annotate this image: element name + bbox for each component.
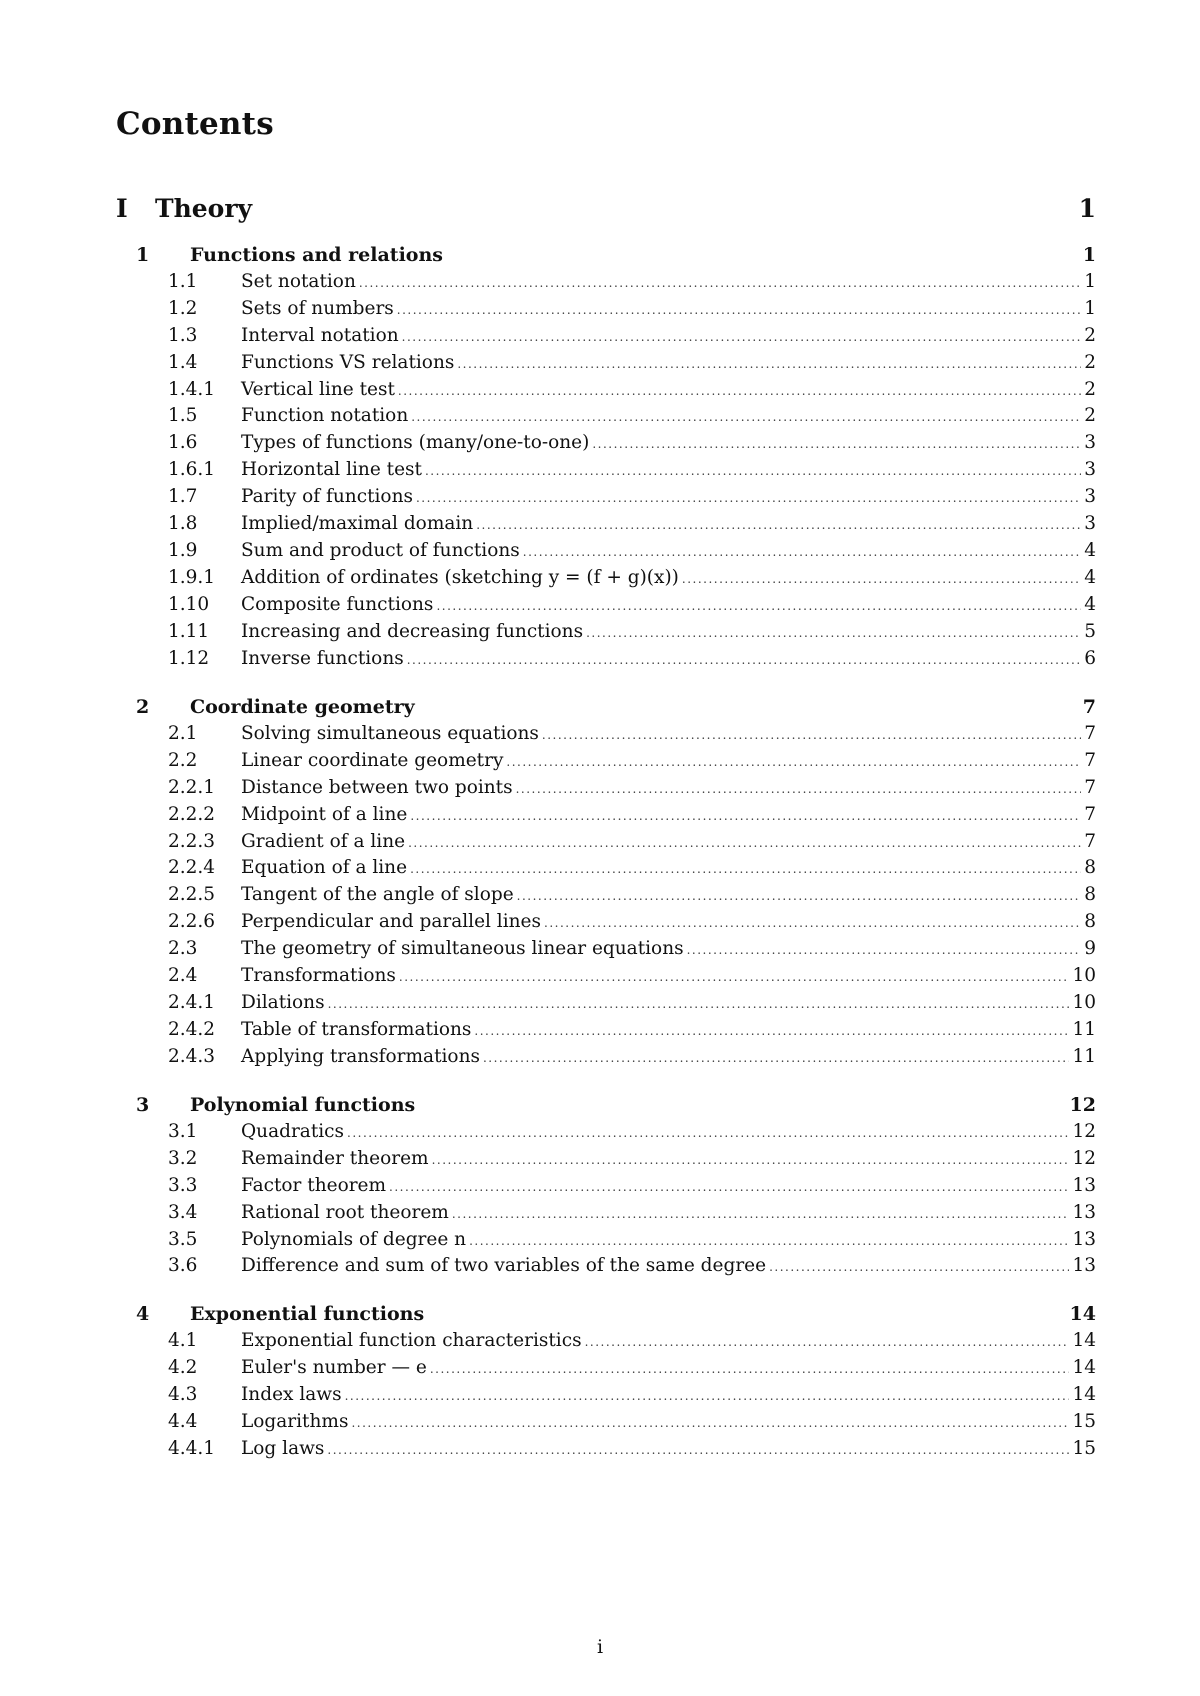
dot-leader <box>452 1201 1070 1227</box>
section-title: Interval notation <box>241 324 399 346</box>
toc-chapter-entry[interactable] <box>136 694 1096 720</box>
toc-chapter-entry[interactable] <box>136 1301 1096 1327</box>
toc-section-entry[interactable] <box>168 802 1096 828</box>
section-page: 4 <box>1084 566 1096 588</box>
toc-section-entry[interactable] <box>168 538 1096 564</box>
section-number: 1.4 <box>168 351 198 373</box>
dot-leader <box>408 830 1081 856</box>
dot-leader <box>432 1147 1070 1173</box>
chapter-number: 4 <box>136 1303 150 1325</box>
section-number: 4.1 <box>168 1329 198 1351</box>
section-title: Dilations <box>241 991 325 1013</box>
section-title: Euler's number — e <box>241 1356 427 1378</box>
section-title: Difference and sum of two variables of the same degree <box>241 1255 767 1277</box>
toc-section-entry[interactable] <box>168 1409 1096 1435</box>
toc-section-entry[interactable] <box>168 1119 1096 1145</box>
section-page: 13 <box>1072 1255 1096 1277</box>
section-page: 3 <box>1084 459 1096 481</box>
part-title: Theory <box>155 194 253 223</box>
dot-leader <box>327 1437 1069 1463</box>
part-page: 1 <box>1078 194 1096 223</box>
section-page: 3 <box>1084 486 1096 508</box>
section-number: 1.9 <box>168 539 198 561</box>
dot-leader <box>398 378 1081 404</box>
toc-section-entry[interactable] <box>168 1173 1096 1199</box>
part-number: I <box>116 194 128 223</box>
dot-leader <box>410 803 1081 829</box>
chapter-page: 14 <box>1069 1303 1096 1325</box>
section-title: Tangent of the angle of slope <box>241 884 514 906</box>
section-page: 10 <box>1072 965 1096 986</box>
toc-section-entry[interactable] <box>168 721 1096 747</box>
section-title: Solving simultaneous equations <box>241 722 539 744</box>
toc-section-entry[interactable] <box>168 1253 1096 1279</box>
section-number: 2.2 <box>168 749 198 771</box>
toc-section-entry[interactable] <box>168 990 1096 1016</box>
toc-section-entry[interactable] <box>168 963 1096 989</box>
section-page: 4 <box>1084 539 1096 561</box>
section-page: 2 <box>1084 405 1096 427</box>
chapter-page: 7 <box>1082 696 1096 718</box>
section-title: Sets of numbers <box>241 297 394 319</box>
dot-leader <box>359 270 1081 296</box>
toc-section-entry[interactable] <box>168 882 1096 908</box>
section-number: 1.5 <box>168 405 198 427</box>
section-title: Table of transformations <box>241 1018 472 1040</box>
toc-chapter-entry[interactable] <box>136 242 1096 268</box>
section-title: Horizontal line test <box>241 459 422 481</box>
section-number: 1.12 <box>168 647 210 669</box>
page-title: Contents <box>116 106 274 142</box>
dot-leader <box>399 964 1070 990</box>
dot-leader <box>430 1356 1070 1382</box>
section-number: 1.8 <box>168 513 198 534</box>
dot-leader <box>476 512 1081 538</box>
toc-section-entry[interactable] <box>168 775 1096 801</box>
toc-section-entry[interactable] <box>168 1382 1096 1408</box>
section-page: 2 <box>1084 378 1096 400</box>
toc-section-entry[interactable] <box>168 430 1096 456</box>
section-number: 3.3 <box>168 1174 198 1196</box>
section-page: 15 <box>1072 1437 1096 1459</box>
section-number: 3.6 <box>168 1255 198 1277</box>
section-number: 2.2.2 <box>168 803 216 825</box>
dot-leader <box>402 324 1082 350</box>
chapter-title: Coordinate geometry <box>190 696 415 718</box>
section-number: 2.4.1 <box>168 991 216 1013</box>
section-number: 1.11 <box>168 620 210 642</box>
dot-leader <box>411 404 1081 430</box>
section-number: 1.2 <box>168 297 198 319</box>
toc-section-entry[interactable] <box>168 350 1096 376</box>
section-number: 4.4.1 <box>168 1437 216 1459</box>
section-number: 2.4.2 <box>168 1018 216 1040</box>
section-title: Equation of a line <box>241 857 408 879</box>
section-number: 2.1 <box>168 722 198 744</box>
toc-section-entry[interactable] <box>168 592 1096 618</box>
section-title: Transformations <box>241 965 396 986</box>
section-page: 10 <box>1072 991 1096 1013</box>
section-title: Index laws <box>241 1383 342 1405</box>
section-title: Remainder theorem <box>241 1147 429 1169</box>
section-title: Perpendicular and parallel lines <box>241 911 542 933</box>
dot-leader <box>457 351 1081 377</box>
section-number: 3.4 <box>168 1201 198 1223</box>
chapter-page: 12 <box>1069 1094 1096 1116</box>
section-number: 1.1 <box>168 270 198 292</box>
section-number: 1.6.1 <box>168 459 216 481</box>
section-number: 2.2.3 <box>168 830 216 852</box>
dot-leader <box>347 1120 1069 1146</box>
toc-section-entry[interactable] <box>168 1355 1096 1381</box>
section-page: 1 <box>1084 297 1096 319</box>
chapter-title: Functions and relations <box>190 244 443 266</box>
dot-leader <box>506 749 1081 775</box>
dot-leader <box>474 1018 1069 1044</box>
dot-leader <box>769 1254 1069 1280</box>
section-page: 7 <box>1084 830 1096 852</box>
section-page: 5 <box>1084 620 1096 642</box>
section-title: Logarithms <box>241 1410 349 1432</box>
section-page: 13 <box>1072 1201 1096 1223</box>
toc-section-entry[interactable] <box>168 1146 1096 1172</box>
toc-chapter-entry[interactable] <box>136 1092 1096 1118</box>
section-title: Function notation <box>241 405 409 427</box>
toc-section-entry[interactable] <box>168 646 1096 672</box>
toc-section-entry[interactable] <box>168 909 1096 935</box>
section-title: Implied/maximal domain <box>241 513 474 534</box>
toc-section-entry[interactable] <box>168 511 1096 537</box>
dot-leader <box>328 991 1070 1017</box>
section-page: 15 <box>1072 1410 1096 1432</box>
section-page: 14 <box>1072 1356 1096 1378</box>
section-number: 1.7 <box>168 486 198 508</box>
toc-section-entry[interactable] <box>168 1227 1096 1253</box>
dot-leader <box>389 1174 1069 1200</box>
section-number: 2.2.6 <box>168 911 216 933</box>
section-page: 7 <box>1084 722 1096 744</box>
section-page: 6 <box>1084 647 1096 669</box>
section-title: Quadratics <box>241 1120 345 1142</box>
dot-leader <box>416 485 1081 511</box>
section-page: 3 <box>1084 432 1096 454</box>
dot-leader <box>516 776 1082 802</box>
section-title: Composite functions <box>241 593 434 615</box>
section-title: Applying transformations <box>241 1045 480 1067</box>
section-page: 8 <box>1084 857 1096 879</box>
section-title: Vertical line test <box>241 378 395 400</box>
dot-leader <box>544 910 1081 936</box>
section-number: 2.4 <box>168 965 198 986</box>
section-title: Rational root theorem <box>241 1201 449 1223</box>
section-page: 7 <box>1084 803 1096 825</box>
dot-leader <box>469 1228 1069 1254</box>
toc-section-entry[interactable] <box>168 1436 1096 1462</box>
toc-section-entry[interactable] <box>168 1044 1096 1070</box>
chapter-number: 3 <box>136 1094 150 1116</box>
toc-section-entry[interactable] <box>168 565 1096 591</box>
section-number: 3.1 <box>168 1120 198 1142</box>
toc-section-entry[interactable] <box>168 377 1096 403</box>
dot-leader <box>410 856 1081 882</box>
section-number: 1.4.1 <box>168 378 216 400</box>
section-title: Types of functions (many/one-to-one) <box>241 432 590 454</box>
section-page: 8 <box>1084 884 1096 906</box>
section-page: 4 <box>1084 593 1096 615</box>
section-page: 9 <box>1084 938 1096 960</box>
toc-section-entry[interactable] <box>168 1200 1096 1226</box>
dot-leader <box>425 458 1081 484</box>
section-number: 4.4 <box>168 1410 198 1432</box>
toc-section-entry[interactable] <box>168 403 1096 429</box>
chapter-page: 1 <box>1082 244 1096 266</box>
section-page: 13 <box>1072 1174 1096 1196</box>
toc-section-entry[interactable] <box>168 1017 1096 1043</box>
section-title: Inverse functions <box>241 647 404 669</box>
section-page: 2 <box>1084 351 1096 373</box>
dot-leader <box>682 566 1081 592</box>
dot-leader <box>407 647 1081 673</box>
dot-leader <box>436 593 1081 619</box>
section-title: Increasing and decreasing functions <box>241 620 584 642</box>
toc-section-entry[interactable] <box>168 1328 1096 1354</box>
toc-section-entry[interactable] <box>168 855 1096 881</box>
toc-section-entry[interactable] <box>168 936 1096 962</box>
section-title: Polynomials of degree n <box>241 1228 467 1250</box>
section-title: Sum and product of functions <box>241 539 520 561</box>
section-number: 1.9.1 <box>168 566 216 588</box>
toc-section-entry[interactable] <box>168 323 1096 349</box>
section-title: Distance between two points <box>241 776 513 798</box>
toc-section-entry[interactable] <box>168 619 1096 645</box>
section-title: The geometry of simultaneous linear equations <box>241 938 684 960</box>
section-title: Gradient of a line <box>241 830 406 852</box>
dot-leader <box>397 297 1081 323</box>
section-page: 11 <box>1072 1018 1096 1040</box>
section-page: 8 <box>1084 911 1096 933</box>
dot-leader <box>585 1329 1070 1355</box>
section-page: 14 <box>1072 1383 1096 1405</box>
section-page: 2 <box>1084 324 1096 346</box>
section-page: 7 <box>1084 749 1096 771</box>
section-title: Addition of ordinates (sketching y = (f + g)(x)) <box>241 566 679 588</box>
section-number: 4.2 <box>168 1356 198 1378</box>
chapter-title: Polynomial functions <box>190 1094 416 1116</box>
section-number: 3.5 <box>168 1228 198 1250</box>
toc-section-entry[interactable] <box>168 484 1096 510</box>
section-title: Midpoint of a line <box>241 803 408 825</box>
section-number: 2.4.3 <box>168 1045 216 1067</box>
section-number: 2.2.4 <box>168 857 216 879</box>
toc-section-entry[interactable] <box>168 296 1096 322</box>
section-title: Factor theorem <box>241 1174 387 1196</box>
section-page: 13 <box>1072 1228 1096 1250</box>
section-number: 3.2 <box>168 1147 198 1169</box>
section-number: 2.2.5 <box>168 884 216 906</box>
dot-leader <box>542 722 1081 748</box>
section-number: 2.3 <box>168 938 198 960</box>
section-number: 2.2.1 <box>168 776 216 798</box>
section-number: 1.6 <box>168 432 198 454</box>
dot-leader <box>523 539 1081 565</box>
section-title: Set notation <box>241 270 356 292</box>
section-title: Parity of functions <box>241 486 413 508</box>
dot-leader <box>592 431 1081 457</box>
section-number: 1.3 <box>168 324 198 346</box>
toc-section-entry[interactable] <box>168 829 1096 855</box>
section-page: 12 <box>1072 1147 1096 1169</box>
section-page: 1 <box>1084 270 1096 292</box>
section-page: 7 <box>1084 776 1096 798</box>
toc-section-entry[interactable] <box>168 748 1096 774</box>
page-number: i <box>596 1636 604 1658</box>
toc-section-entry[interactable] <box>168 269 1096 295</box>
dot-leader <box>345 1383 1070 1409</box>
dot-leader <box>517 883 1082 909</box>
dot-leader <box>351 1410 1069 1436</box>
section-page: 3 <box>1084 513 1096 534</box>
section-title: Log laws <box>241 1437 325 1459</box>
toc-section-entry[interactable] <box>168 457 1096 483</box>
section-title: Linear coordinate geometry <box>241 749 504 771</box>
chapter-number: 1 <box>136 244 150 266</box>
section-page: 14 <box>1072 1329 1096 1351</box>
dot-leader <box>483 1045 1069 1071</box>
section-title: Exponential function characteristics <box>241 1329 582 1351</box>
dot-leader <box>586 620 1081 646</box>
section-title: Functions VS relations <box>241 351 455 373</box>
section-page: 12 <box>1072 1120 1096 1142</box>
section-number: 1.10 <box>168 593 210 615</box>
chapter-title: Exponential functions <box>190 1303 425 1325</box>
section-number: 4.3 <box>168 1383 198 1405</box>
chapter-number: 2 <box>136 696 150 718</box>
dot-leader <box>687 937 1082 963</box>
section-page: 11 <box>1072 1045 1096 1067</box>
